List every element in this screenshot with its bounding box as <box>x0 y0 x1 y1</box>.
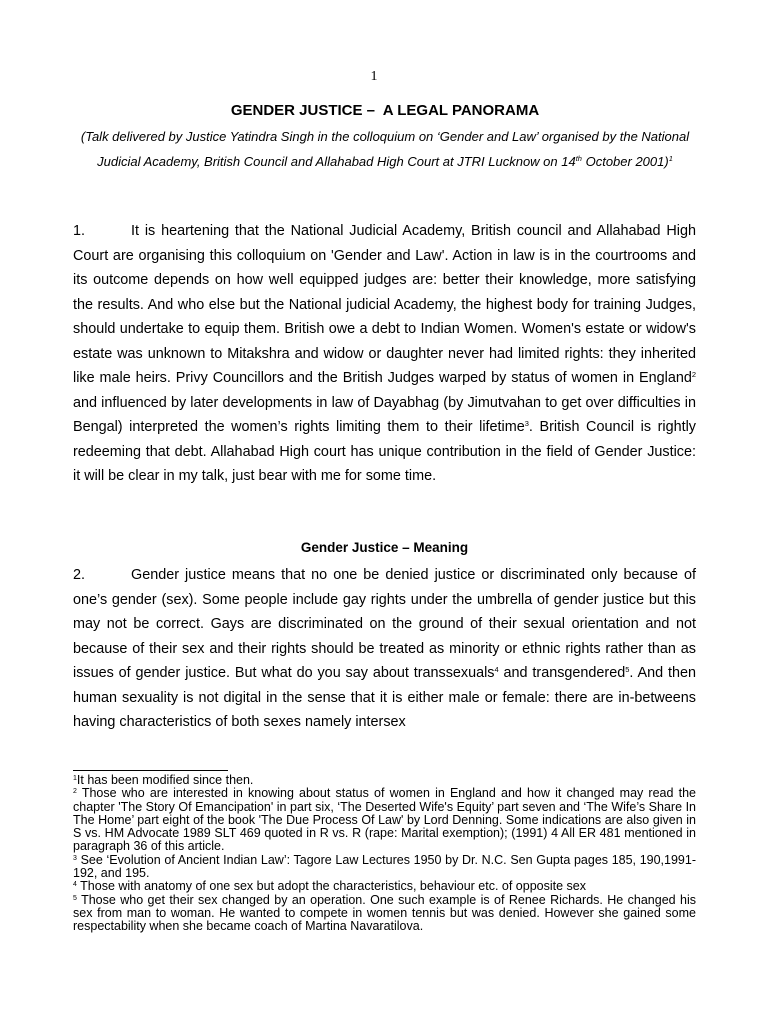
section-heading: Gender Justice – Meaning <box>300 540 469 555</box>
paragraph-text: and transgendered <box>498 665 626 681</box>
paragraph-number: 1. <box>73 223 86 239</box>
footnote-separator <box>73 770 228 771</box>
footnote-ref-3: 3 <box>524 419 529 428</box>
footnote-text: Those who get their sex changed by an operation. One such example is of Renee Richards. He changed his sex from man to woman. He wanted to compete in women tennis but was denied. However she gained some respectability when she became coach of Martina Navaratilova. <box>73 892 696 934</box>
footnote-text: It has been modified since then. <box>76 773 254 787</box>
footnote-text: Those with anatomy of one sex but adopt the characteristics, behaviour etc. of opposite sex <box>76 879 586 894</box>
paragraph-text: and influenced by later developments in law of Dayabhag (by Jimutvahan to get over difficulties in Bengal) interpreted the women’s rights limiting them to their lifetime <box>73 394 696 435</box>
footnote-1 <box>73 774 696 787</box>
footnote-text: Those who are interested in knowing about status of women in England and how it changed may read the chapter 'The Story Of Emancipation' in part six, ‘The Deserted Wife's Equity’ part seven and ‘The Wife’s Share In The Home’ part eight of the book 'The Due Process Of Law' by Lord Denning. Some indications are also given in S vs. HM Advocate 1989 SLT 469 quoted in R vs. R (rape: Marital exemption); (1991) 4 All ER 481 mentioned in paragraph 36 of this article. <box>73 786 696 854</box>
paragraph-text: Gender justice means that no one be denied justice or discriminated only because of one’s gender (sex). Some people include gay rights under the umbrella of gender justice but this may not be correct. Gays are discriminated on the ground of their sexual orientation and not because of their sex and their rights should be treated as minority or ethnic rights rather than as issues of gender justice. But what do you say about transsexuals <box>73 567 696 681</box>
subtitle-text-end: October 2001) <box>581 153 669 169</box>
footnote-number: 5 <box>73 894 77 902</box>
footnote-number: 3 <box>73 854 77 862</box>
footnote-4 <box>73 880 696 893</box>
paragraph-1 <box>73 219 696 489</box>
paragraph-text: It is heartening that the National Judicial Academy, British council and Allahabad High Court are organising this colloquium on 'Gender and Law'. Action in law is in the courtrooms and its outcome depends on how well equipped judges are: better their knowledge, more satisfying the results. And who else but the National judicial Academy, the highest body for training Judges, should undertake to equip them. British owe a debt to Indian Women. Women's estate or widow's estate was unknown to Mitakshra and widow or daughter never had limited rights: they inherited like male heirs. Privy Councillors and the British Judges warped by status of women in England <box>73 223 696 386</box>
footnote-number: 1 <box>73 775 77 782</box>
paragraph-text: . British Council is rightly redeeming that debt. Allahabad High court has unique contribution in the field of Gender Justice: it will be clear in my talk, just bear with me for some time. <box>73 419 696 484</box>
footnote-ref-4: 4 <box>494 665 499 674</box>
footnote-number: 2 <box>73 788 77 796</box>
footnote-2 <box>73 787 696 853</box>
page-number: 1 <box>370 69 378 84</box>
footnote-ref-2: 2 <box>691 370 696 379</box>
document-subtitle <box>70 125 700 174</box>
footnote-text: See ‘Evolution of Ancient Indian Law’: Tagore Law Lectures 1950 by Dr. N.C. Sen Gupta pages 185, 190,1991-192, and 195. <box>73 852 696 881</box>
footnotes <box>73 774 696 934</box>
footnote-5 <box>73 894 696 934</box>
paragraph-number: 2. <box>73 567 86 583</box>
paragraph-text: . And then human sexuality is not digital in the sense that it is either male or female: there are in-betweens having characteristics of both sexes namely intersex <box>73 665 696 730</box>
document-title: GENDER JUSTICE – A LEGAL PANORAMA <box>230 102 540 119</box>
subtitle-text: (Talk delivered by Justice Yatindra Singh in the colloquium on ‘Gender and Law’ organised by the National Judicial Academy, British Council and Allahabad High Court at JTRI Lucknow on 14 <box>80 129 690 169</box>
footnote-ref-5: 5 <box>625 665 630 674</box>
footnote-ref-1: 1 <box>668 153 673 163</box>
subtitle-ordinal-suffix: th <box>575 153 582 163</box>
footnote-3 <box>73 854 696 881</box>
footnote-number: 4 <box>73 881 77 889</box>
paragraph-2 <box>73 563 696 735</box>
